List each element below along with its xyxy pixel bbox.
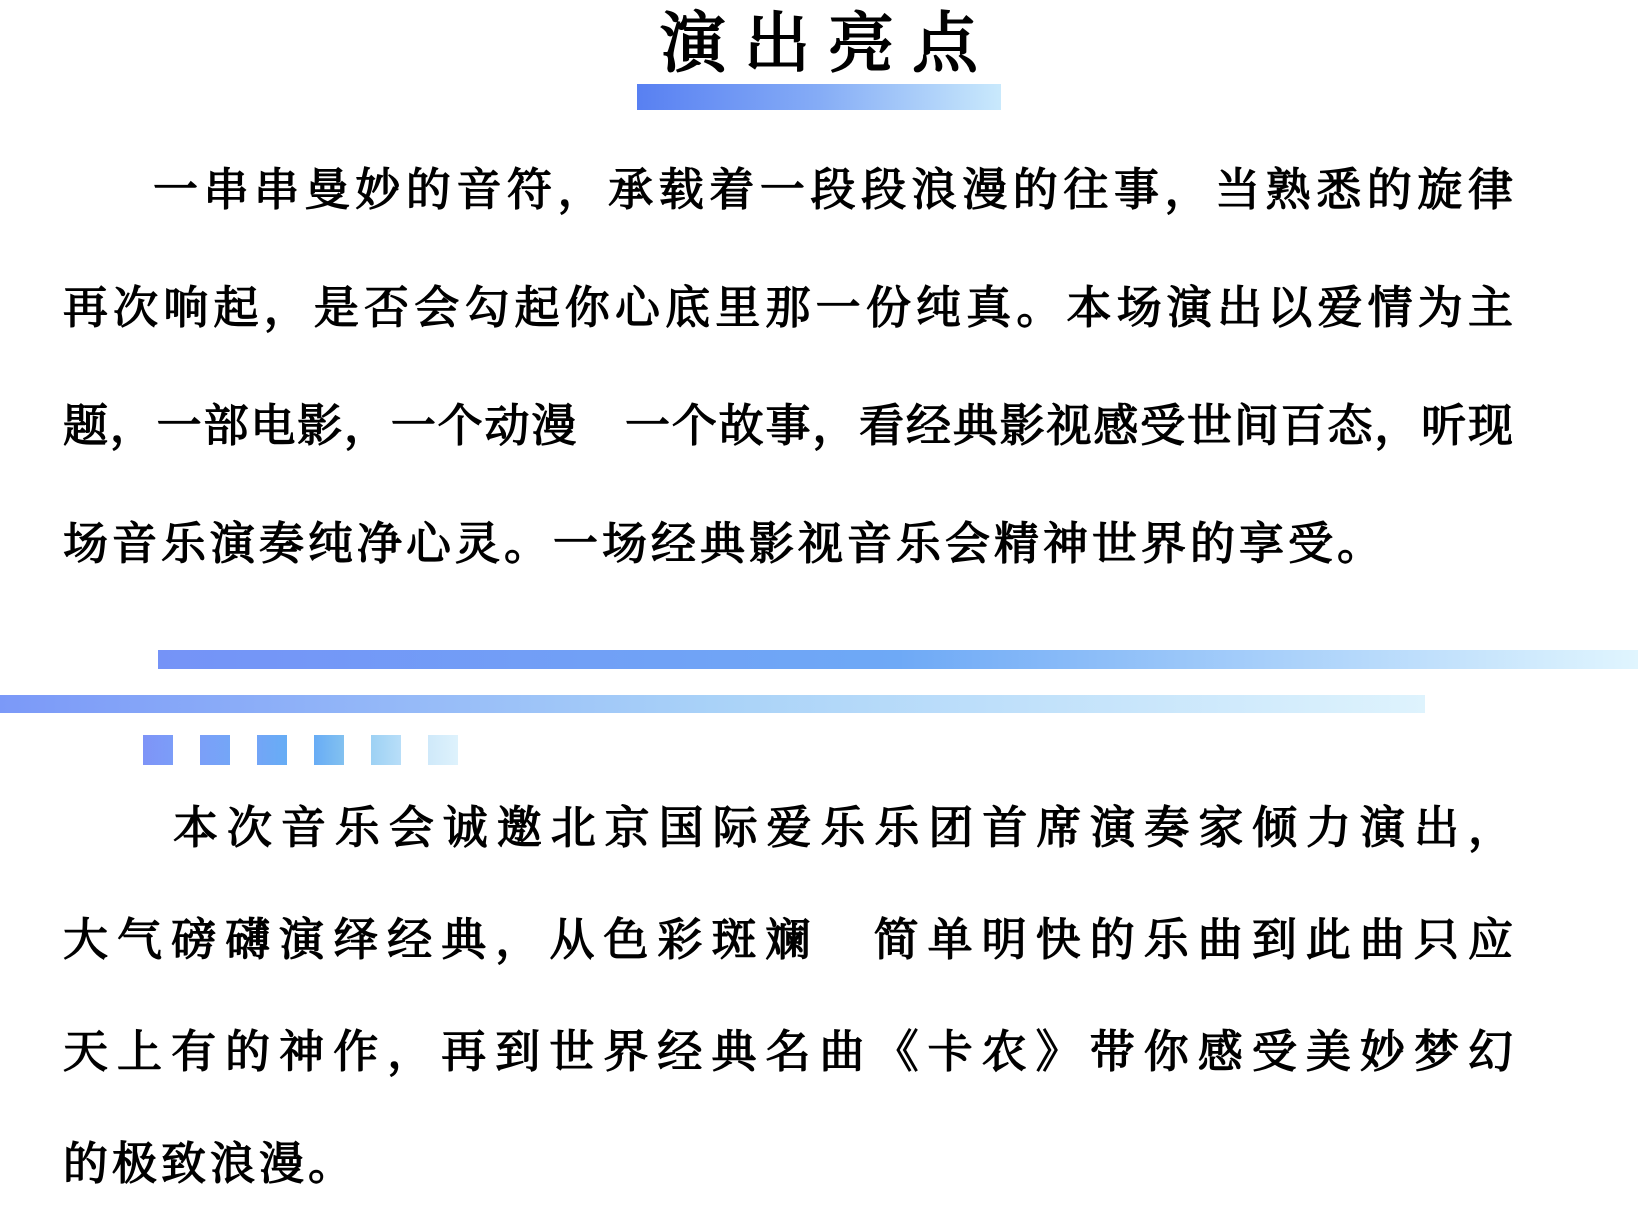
text-line: 的极致浪漫。: [63, 1138, 358, 1189]
paragraph-orchestra-introduction: [63, 772, 1513, 1220]
divider-bar-top: [158, 650, 1638, 669]
squares-decoration-row: [143, 735, 458, 765]
title-underline-bar: [637, 84, 1001, 110]
paragraph-performance-highlights: [63, 131, 1513, 603]
gradient-square: [428, 735, 458, 765]
text-line: 本次音乐会诚邀北京国际爱乐乐团首席演奏家倾力演出，: [173, 802, 1513, 853]
gradient-square: [143, 735, 173, 765]
gradient-square: [257, 735, 287, 765]
text-line: 大气磅礴演绎经典，从色彩斑斓 简单明快的乐曲到此曲只应: [63, 914, 1513, 965]
text-line: 一串串曼妙的音符，承载着一段段浪漫的往事，当熟悉的旋律: [153, 164, 1513, 215]
gradient-square: [371, 735, 401, 765]
text-line: 题，一部电影，一个动漫 一个故事，看经典影视感受世间百态，听现: [63, 400, 1513, 451]
page-title: 演出亮点: [660, 6, 996, 80]
gradient-square: [314, 735, 344, 765]
gradient-square: [200, 735, 230, 765]
divider-bar-bottom: [0, 695, 1425, 713]
text-line: 天上有的神作，再到世界经典名曲《卡农》带你感受美妙梦幻: [63, 1026, 1513, 1077]
text-line: 场音乐演奏纯净心灵。一场经典影视音乐会精神世界的享受。: [63, 518, 1387, 569]
text-line: 再次响起，是否会勾起你心底里那一份纯真。本场演出以爱情为主: [63, 282, 1513, 333]
